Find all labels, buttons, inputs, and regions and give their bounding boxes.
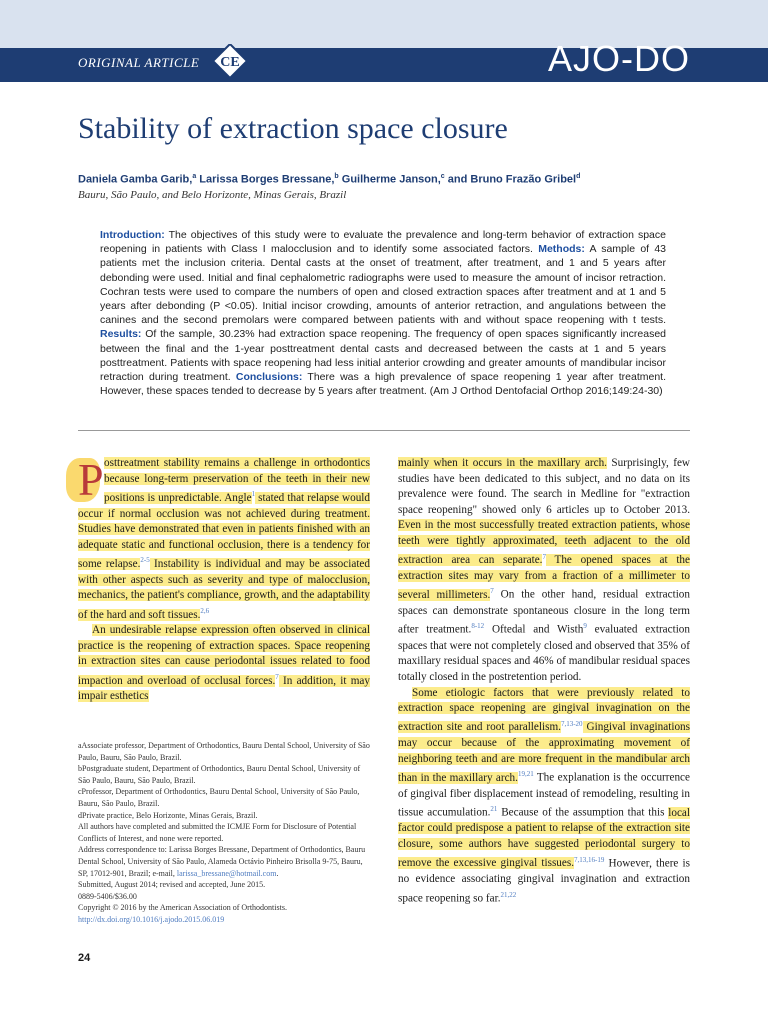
citation-link[interactable]: 8-12: [471, 622, 485, 631]
abstract-divider: [78, 430, 690, 431]
footnote: cProfessor, Department of Orthodontics, Bauru Dental School, University of São Paulo, Bauru, São Paulo, Brazil.: [78, 787, 360, 808]
author-name: Larissa Borges Bressane,: [196, 173, 335, 186]
dropcap: P: [66, 458, 100, 502]
citation-link[interactable]: 19,21: [517, 770, 534, 779]
email-link[interactable]: larissa_bressane@hotmail.com: [176, 868, 277, 878]
citation-link[interactable]: 7: [490, 587, 494, 596]
footnote: 0889-5406/$36.00: [78, 891, 137, 901]
article-title: Stability of extraction space closure: [78, 112, 508, 145]
body-paragraph: P osttreatment stability remains a challenge in orthodontics because long-term preservation of the teeth in their new positions is unpredictable. Angle$^1$ stated that relapse would occur if normal occlusion was not achieved during treatment. Studies have demonstrated that even in patients finished with an adequate static and functional occlusion, there is a tendency for some relapse.$^{2-5}$ Instability is individual and may be associated with other aspects such as severity and type of malocclusion, mechanics, the patient's compliance, growth, and the adaptability of the hard and soft tissues.$^{2,6}$: [78, 456, 370, 623]
citation-link[interactable]: 2-5: [140, 556, 150, 565]
journal-logo: AJO-DO: [547, 38, 690, 79]
citation-link[interactable]: 1: [251, 490, 256, 499]
footnote: Submitted, August 2014; revised and accepted, June 2015.: [78, 880, 266, 890]
abstract-results-label: Results:: [100, 328, 142, 341]
abstract: [100, 228, 666, 398]
body-column-left: [78, 456, 370, 705]
abstract-results: Of the sample, 30.23% had extraction space reopening. The frequency of open spaces significantly increased between the final and the 1-year posttreatment dental casts and decreased between the casts at 1 and 5 years posttreatment. Patients with space reopening had less initial anterior crowding and greater amounts of mandibular incisor retraction during treatment.: [100, 328, 666, 384]
citation-link[interactable]: 7: [542, 552, 546, 561]
footnote: Copyright © 2016 by the American Association of Orthodontists.: [78, 903, 287, 913]
author-name: and Bruno Frazão Gribel: [444, 173, 577, 186]
footnote: dPrivate practice, Belo Horizonte, Minas Gerais, Brazil.: [78, 810, 258, 820]
body-paragraph: Some etiologic factors that were previously related to extraction space reopening are gingival invagination on the extraction site and root parallelism.$^{7,13-20}$ Gingival invaginations may occur because of the approximating movement of neighboring teeth and are more frequent in the mandibular arch than in the maxillary arch.$^{19,21}$ The explanation is the occurrence of gingival fiber displacement instead of remodeling, resulting in tissue accumulation.$^{21}$ Because of the assumption that this local factor could predispose a patient to relapse of the extraction site closure, some authors have suggested periodontal surgery to remove the excessive gingival tissues.$^{7,13,16-19}$ However, there is no evidence associating gingival invagination and extraction space reopening so far.$^{21,22}$: [398, 686, 691, 905]
footnote: Address correspondence to: Larissa Borges Bressane, Department of Orthodontics, Bauru Dental School, University of São Paulo, Alameda Octávio Pinheiro Brisolla 9-75, Bauru, SP, 17012-901, Brazil; e-mail, larissa_bressane@hotmail.com.: [78, 845, 366, 878]
citation-link[interactable]: 9: [583, 622, 587, 631]
footnote: All authors have completed and submitted the ICMJE Form for Disclosure of Potential Conflicts of Interest, and none were reported.: [78, 822, 357, 843]
author-list: Daniela Gamba Garib,$^a$ Larissa Borges Bressane,$^b$ Guilherme Janson,$^c$ and Bruno Frazão Gribel$^d$: [78, 173, 581, 186]
footnote: bPostgraduate student, Department of Orthodontics, Bauru Dental School, University of São Paulo, Bauru, São Paulo, Brazil.: [78, 764, 361, 785]
author-name: Guilherme Janson,: [338, 173, 441, 186]
abstract-methods-label: Methods:: [538, 243, 585, 256]
citation-link[interactable]: 7: [275, 672, 279, 681]
footnote: aAssociate professor, Department of Orthodontics, Bauru Dental School, University of São Paulo, Bauru, São Paulo, Brazil.: [78, 741, 370, 762]
citation-link[interactable]: 7,13,16-19: [574, 855, 605, 864]
abstract-intro-label: Introduction:: [100, 229, 165, 241]
section-label: ORIGINAL ARTICLE: [78, 55, 200, 70]
footnotes: [78, 740, 374, 926]
author-name: Daniela Gamba Garib,: [78, 173, 193, 186]
citation-link[interactable]: 21,22: [500, 890, 517, 899]
doi-link[interactable]: http://dx.doi.org/10.1016/j.ajodo.2015.06.019: [78, 914, 225, 924]
citation-link[interactable]: 21: [490, 805, 498, 814]
abstract-methods: A sample of 43 patients met the inclusion criteria. Dental casts at the onset of treatment, after treatment, and 1 and 5 years after debonding were used. Initial and final cephalometric radiographs were used to measure the amount of incisor retraction. Cochran tests were used to compare the numbers of open and closed extraction spaces after treatment and at 1 and 5 years after debonding (P <0.05). Initial incisor crowding, amounts of anterior retraction, and angulations between the canines and the second premolars were compared between patients with and without space reopening with t tests.: [100, 243, 666, 327]
svg-text:CE: CE: [220, 55, 240, 70]
body-column-right: [398, 456, 690, 907]
affiliation: Bauru, São Paulo, and Belo Horizonte, Minas Gerais, Brazil: [78, 189, 347, 201]
citation-link[interactable]: 2,6: [200, 606, 210, 615]
page-number: 24: [78, 952, 91, 964]
abstract-intro: The objectives of this study were to evaluate the prevalence and long-term behavior of extraction space reopening in patients with Class I malocclusion and to identify some associated factors.: [100, 229, 666, 256]
abstract-conclusions: There was a high prevalence of space reopening 1 year after treatment. However, these spaces tended to decrease by 5 years after treatment. (Am J Orthod Dentofacial Orthop 2016;149:24-30): [100, 371, 666, 398]
ce-badge-icon: [213, 44, 247, 78]
citation-link[interactable]: 7,13-20: [560, 719, 583, 728]
abstract-conclusions-label: Conclusions:: [235, 371, 303, 384]
body-paragraph: mainly when it occurs in the maxillary arch. Surprisingly, few studies have been dedicated to this subject, and no data on its prevalence were found. The search in Medline for "extraction space reopening" showed only 6 articles up to October 2013. Even in the most successfully treated extraction patients, whose teeth were tightly approximated, teeth adjacent to the old extraction area can separate.$^7$ The opened spaces at the extraction sites may vary from a fraction of a millimeter to several millimeters.$^7$ On the other hand, residual extraction spaces can demonstrate spontaneous closure in the long term after treatment.$^{8-12}$ Oftedal and Wisth$^9$ evaluated extraction spaces that were not completely closed and observed that 35% of maxillary residual spaces and 46% of mandibular residual spaces totally closed in the postretention period.: [398, 457, 690, 683]
body-paragraph: An undesirable relapse expression often observed in clinical practice is the reopening of extraction spaces. Space reopening in extraction sites can cause periodontal issues related to food impaction and overload of occlusal forces.$^7$ In addition, it may impair esthetics: [78, 624, 370, 703]
